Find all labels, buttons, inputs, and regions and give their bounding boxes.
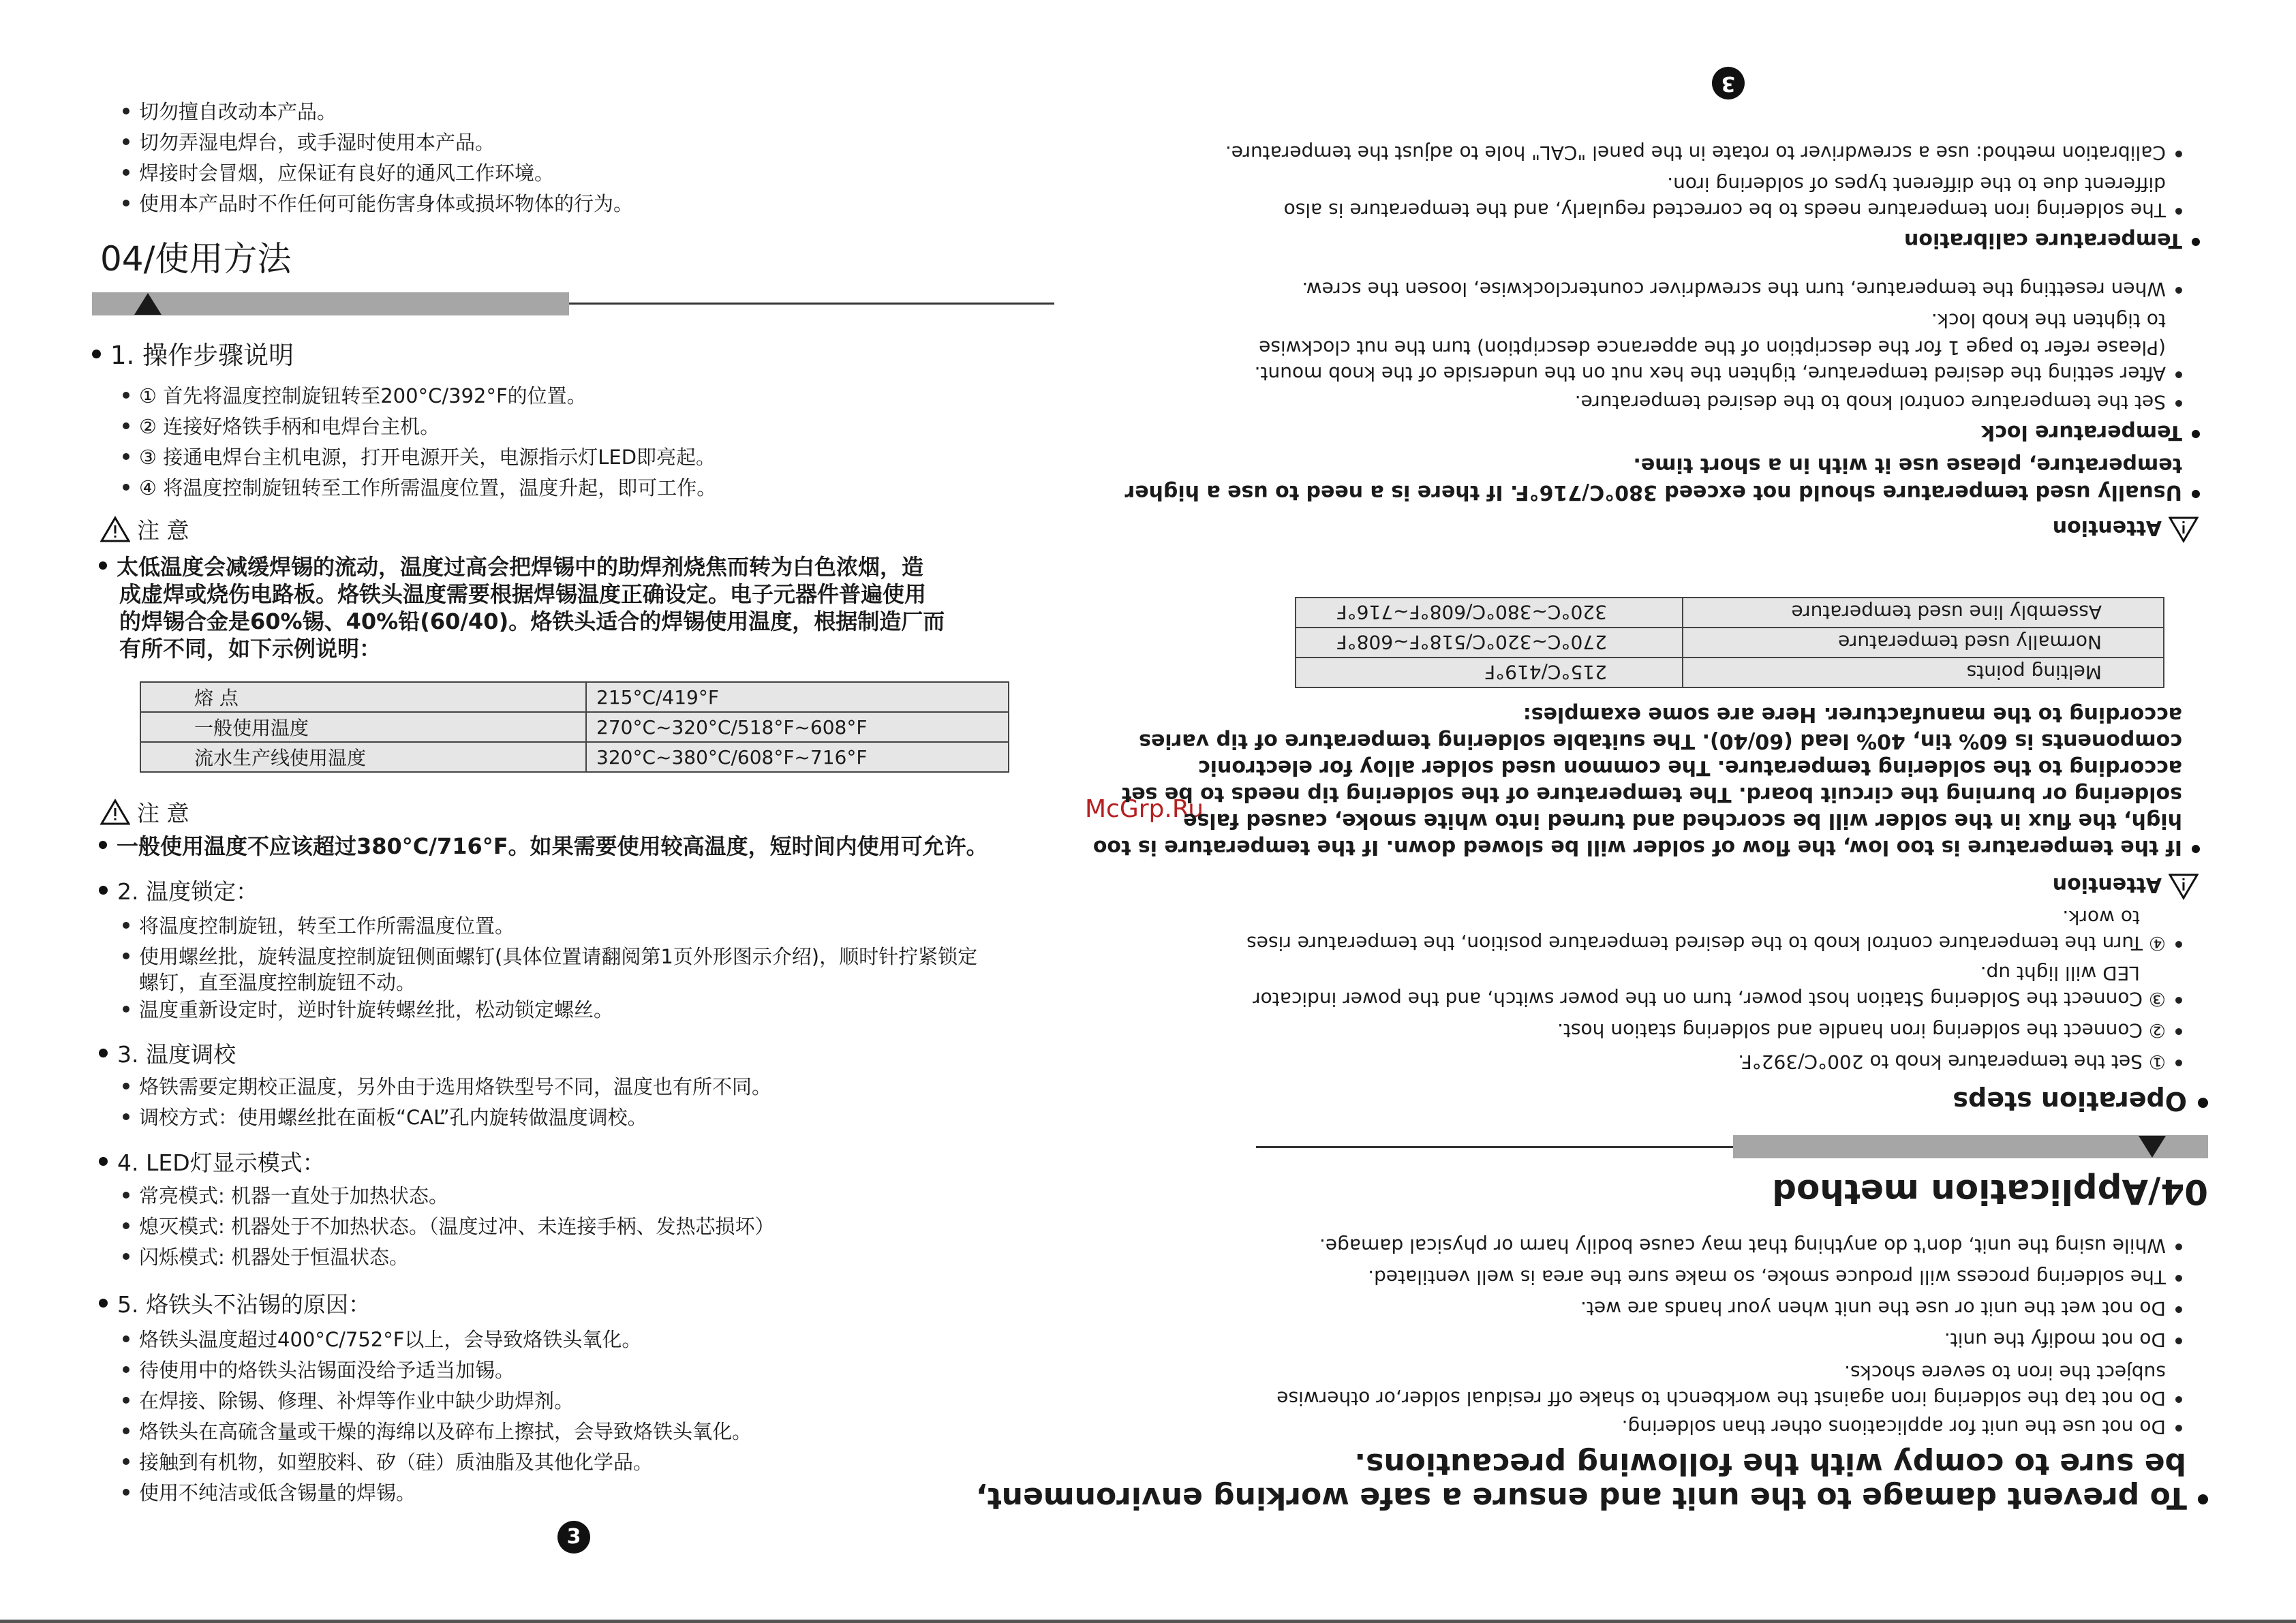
calibration-section-heading: 3. 温度调校: [99, 1038, 236, 1071]
bullet-dot: [99, 1299, 108, 1308]
warning-paragraph: 太低温度会减缓焊锡的流动，温度过高会把焊锡中的助焊剂烧焦而转为白色浓烟，造 成虚焊或烧伤电路板。烙铁头温度需要根据焊锡温度正确设定。电子元器件普遍使用 的焊锡合金是60%锡、40%铅(60/40)。烙铁头适合的焊锡使用温度，根据制造厂而 有所不同，如下示例说明：: [99, 553, 945, 662]
bullet-dot: [123, 1222, 129, 1229]
bullet-dot: [123, 484, 129, 491]
calibration-item: 烙铁需要定期校正温度，另外由于选用烙铁型号不同，温度也有所不同。: [123, 1072, 771, 1102]
bullet-dot: [123, 1427, 129, 1434]
step-item: ② 连接好烙铁手柄和电焊台主机。: [123, 412, 440, 442]
lock-item: After setting the desired temperature, tighten the hex nut on the underside of the knob mount.: [1255, 360, 2182, 387]
operation-item: ④ Turn the temperature control knob to the desired temperature position, the temperature rises: [1246, 929, 2182, 957]
attention-heading: Attention: [2053, 871, 2199, 899]
step-item: ④ 将温度控制旋钮转至工作所需温度位置，温度升起，即可工作。: [123, 473, 716, 503]
page-number: 3: [557, 1521, 590, 1554]
bullet-dot: [123, 1253, 129, 1260]
intro-bullet: 切勿弄湿电焊台，或手湿时使用本产品。: [123, 127, 495, 157]
operation-item: ① Set the temperature knob to 200°C/392°F.: [1738, 1048, 2182, 1075]
section-title: 04/使用方法: [100, 239, 292, 279]
intro-bullet: 焊接时会冒烟，应保证有良好的通风工作环境。: [123, 158, 554, 188]
bullet-dot: [99, 886, 108, 895]
title-triangle-icon: [2139, 1136, 2166, 1158]
bullet-dot: [123, 1083, 129, 1089]
watermark: McGrp.Ru: [1085, 795, 1204, 823]
bullet-dot: [123, 1335, 129, 1342]
precaution-item: Do not use the unit for applications other than soldering.: [1622, 1413, 2182, 1440]
step-item: ① 首先将温度控制旋钮转至200°C/392°F的位置。: [123, 381, 587, 411]
warning-line: 一般使用温度不应该超过380°C/716°F。如果需要使用较高温度，短时间内使用可允许。: [99, 833, 988, 860]
precaution-item: Do not tap the soldering iron against the workbench to shake off residual solder,or otherwise: [1276, 1385, 2182, 1412]
precaution-heading: To prevent damage to the unit and ensure a safe working environment,: [976, 1480, 2208, 1515]
precaution-item-continued: subject the iron to severe shocks.: [1844, 1361, 2166, 1384]
precaution-item: Do not wet the unit or use the unit when your hands are wet.: [1580, 1295, 2182, 1322]
lock-item: 使用螺丝批，旋转温度控制旋钮侧面螺钉(具体位置请翻阅第1页外形图示介绍)，顺时针拧紧锁定: [123, 942, 977, 972]
title-rule: [569, 303, 1054, 305]
left-page: [92, 0, 1073, 1623]
table-row: 一般使用温度 270°C~320°C/518°F~608°F: [140, 712, 1009, 742]
bullet-dot: [99, 841, 107, 849]
bullet-dot: [123, 1366, 129, 1373]
bullet-dot: [2175, 151, 2182, 157]
bullet-dot: [2192, 846, 2200, 854]
bullet-dot: [123, 1458, 129, 1465]
lock-item: When resetting the temperature, turn the screwdriver counterclockwise, loosen the screw.: [1302, 275, 2182, 303]
table-row: 流水生产线使用温度 320°C~380°C/608°F~716°F: [140, 742, 1009, 772]
temperature-table: [140, 681, 1009, 773]
tip-item: 使用不纯洁或低含锡量的焊锡。: [123, 1478, 416, 1508]
lock-section-heading: 2. 温度锁定：: [99, 876, 258, 908]
warning-icon: [100, 516, 130, 543]
temperature-table: [1295, 597, 2164, 688]
warning-icon: [100, 799, 130, 826]
bullet-dot: [2198, 1495, 2208, 1505]
bullet-dot: [2175, 371, 2182, 378]
bullet-dot: [123, 1397, 129, 1404]
tip-item: 在焊接、除锡、修理、补焊等作业中缺少助焊剂。: [123, 1386, 574, 1416]
bullet-dot: [123, 453, 129, 460]
bullet-dot: [123, 1113, 129, 1120]
bullet-dot: [2175, 941, 2182, 948]
title-bar: [1733, 1135, 2208, 1158]
bullet-dot: [123, 922, 129, 929]
intro-bullet: 使用本产品时不作任何可能伤害身体或损坏物体的行为。: [123, 189, 633, 219]
precaution-item: Do not modify the unit.: [1944, 1326, 2182, 1353]
bullet-dot: [2175, 400, 2182, 407]
lock-item-continued: to tighten the knob lock.: [1931, 309, 2166, 332]
table-row: Assembly line used temperature 320°C~380°C/608°F~716°F: [1296, 598, 2164, 628]
bullet-dot: [123, 200, 129, 206]
bullet-dot: [123, 953, 129, 959]
precaution-item: While using the unit, don't do anything that may cause bodily harm or physical damage.: [1319, 1232, 2182, 1259]
bullet-dot: [99, 1049, 108, 1057]
warning-heading: 注 意: [100, 799, 189, 829]
bullet-dot: [123, 1006, 129, 1013]
lock-item: Set the temperature control knob to the desired temperature.: [1575, 388, 2182, 416]
calibration-heading: Temperature calibration: [1904, 226, 2200, 253]
bullet-dot: [2175, 1338, 2182, 1344]
calibration-item: Calibration method: use a screwdriver to rotate in the panel "CAL" hole to adjust the temperature.: [1225, 139, 2182, 166]
calibration-item-continued: different due to the different types of soldering iron.: [1667, 173, 2166, 196]
bullet-dot: [2175, 1028, 2182, 1035]
attention-heading: Attention: [2053, 514, 2199, 542]
title-triangle-icon: [134, 293, 162, 315]
operation-item-continued: to work.: [2062, 906, 2140, 929]
bullet-dot: [123, 1192, 129, 1199]
calibration-item: The soldering iron temperature needs to be corrected regularly, and the temperature is also: [1284, 196, 2182, 223]
bullet-dot: [2175, 1243, 2182, 1250]
bullet-dot: [123, 1489, 129, 1496]
lock-item: 温度重新设定时，逆时针旋转螺丝批，松动锁定螺丝。: [123, 995, 613, 1025]
table-row: Melting points 215°C/419°F: [1296, 658, 2164, 687]
bullet-dot: [2192, 431, 2200, 439]
bullet-dot: [123, 422, 129, 429]
bottom-rule: [0, 1620, 2296, 1623]
attention-paragraph: Usually used temperature should not exceed 380°C/716°F. If there is a need to use a higher temperature, please use it with in a short time.: [1124, 451, 2200, 506]
step-item: ③ 接通电焊台主机电源，打开电源开关，电源指示灯LED即亮起。: [123, 442, 716, 472]
bullet-dot: [92, 350, 101, 358]
bullet-dot: [2175, 1425, 2182, 1432]
bullet-dot: [123, 392, 129, 399]
bullet-dot: [99, 1157, 108, 1166]
warning-icon: [2169, 874, 2199, 901]
operation-heading: Operation steps: [1953, 1083, 2208, 1119]
page-number: 3: [1712, 67, 1745, 99]
tip-section-heading: 5. 烙铁头不沾锡的原因：: [99, 1288, 371, 1321]
intro-bullet: 切勿擅自改动本产品。: [123, 97, 337, 127]
bullet-dot: [123, 138, 129, 145]
bullet-dot: [2175, 287, 2182, 294]
title-bar: [92, 292, 569, 315]
bullet-dot: [2175, 1306, 2182, 1313]
bullet-dot: [2175, 1396, 2182, 1403]
operation-item: ③ Connect the Soldering Station host power, turn on the power switch, and the power indicator: [1253, 985, 2182, 1013]
bullet-dot: [2175, 1060, 2182, 1066]
bullet-dot: [2175, 1275, 2182, 1282]
attention-paragraph: If the temperature is too low, the flow of solder will be slowed down. If the temperature is too high, the flux in the solder will be scorched and turned into white smoke, caused false soldering or burning the circuit board. The temperature of the soldering tip needs to be set according to the soldering temperature. The common used solder alloy for electronic components is 60% tin, 40% lead (60/40). The suitable soldering temperature of tip varies according to the manufacturer. Here are some examples:: [1093, 701, 2200, 861]
tip-item: 烙铁头温度超过400°C/752°F以上，会导致烙铁头氧化。: [123, 1325, 641, 1355]
tip-item: 待使用中的烙铁头沾锡面没给予适当加锡。: [123, 1355, 515, 1385]
precaution-item: The soldering process will produce smoke, so make sure the area is well ventilated.: [1368, 1263, 2182, 1290]
lock-heading: Temperature lock: [1981, 418, 2200, 446]
bullet-dot: [2192, 238, 2200, 247]
bullet-dot: [2198, 1098, 2208, 1108]
calibration-item: 调校方式：使用螺丝批在面板“CAL”孔内旋转做温度调校。: [123, 1102, 647, 1132]
bullet-dot: [99, 561, 107, 570]
title-rule: [1256, 1146, 1733, 1148]
lock-item-continued: 螺钉，直至温度控制旋钮不动。: [139, 971, 416, 994]
tip-item: 烙铁头在高硫含量或干燥的海绵以及碎布上擦拭，会导致烙铁头氧化。: [123, 1417, 752, 1447]
lock-item: 将温度控制旋钮，转至工作所需温度位置。: [123, 911, 515, 941]
bullet-dot: [2175, 208, 2182, 215]
step-section-heading: 1. 操作步骤说明: [92, 339, 294, 372]
tip-item: 接触到有机物，如塑胶料、矽（硅）质油脂及其他化学品。: [123, 1447, 653, 1477]
precaution-heading-continued: be sure to compy with the following precautions.: [1354, 1447, 2186, 1481]
bullet-dot: [123, 169, 129, 176]
lock-item-continued: (Please refer to page 1 for the description of the apperance description) turn the nut clockwise: [1259, 337, 2166, 359]
warning-icon: [2169, 516, 2199, 544]
led-section-heading: 4. LED灯显示模式：: [99, 1147, 325, 1179]
warning-heading: 注 意: [100, 516, 189, 546]
bullet-dot: [123, 108, 129, 114]
led-item: 闪烁模式: 机器处于恒温状态。: [123, 1242, 409, 1272]
led-item: 常亮模式: 机器一直处于加热状态。: [123, 1181, 448, 1211]
operation-item: ② Connect the soldering iron handle and soldering station host.: [1557, 1017, 2182, 1044]
section-title: 04/Application method: [1772, 1172, 2208, 1211]
bullet-dot: [2175, 997, 2182, 1004]
bullet-dot: [2192, 491, 2200, 499]
operation-item-continued: LED will light up.: [1980, 962, 2140, 985]
table-row: 熔 点 215°C/419°F: [140, 682, 1009, 712]
led-item: 熄灭模式: 机器处于不加热状态。（温度过冲、未连接手柄、发热芯损坏）: [123, 1211, 775, 1241]
table-row: Normally used temperature 270°C~320°C/518°F~608°F: [1296, 628, 2164, 658]
